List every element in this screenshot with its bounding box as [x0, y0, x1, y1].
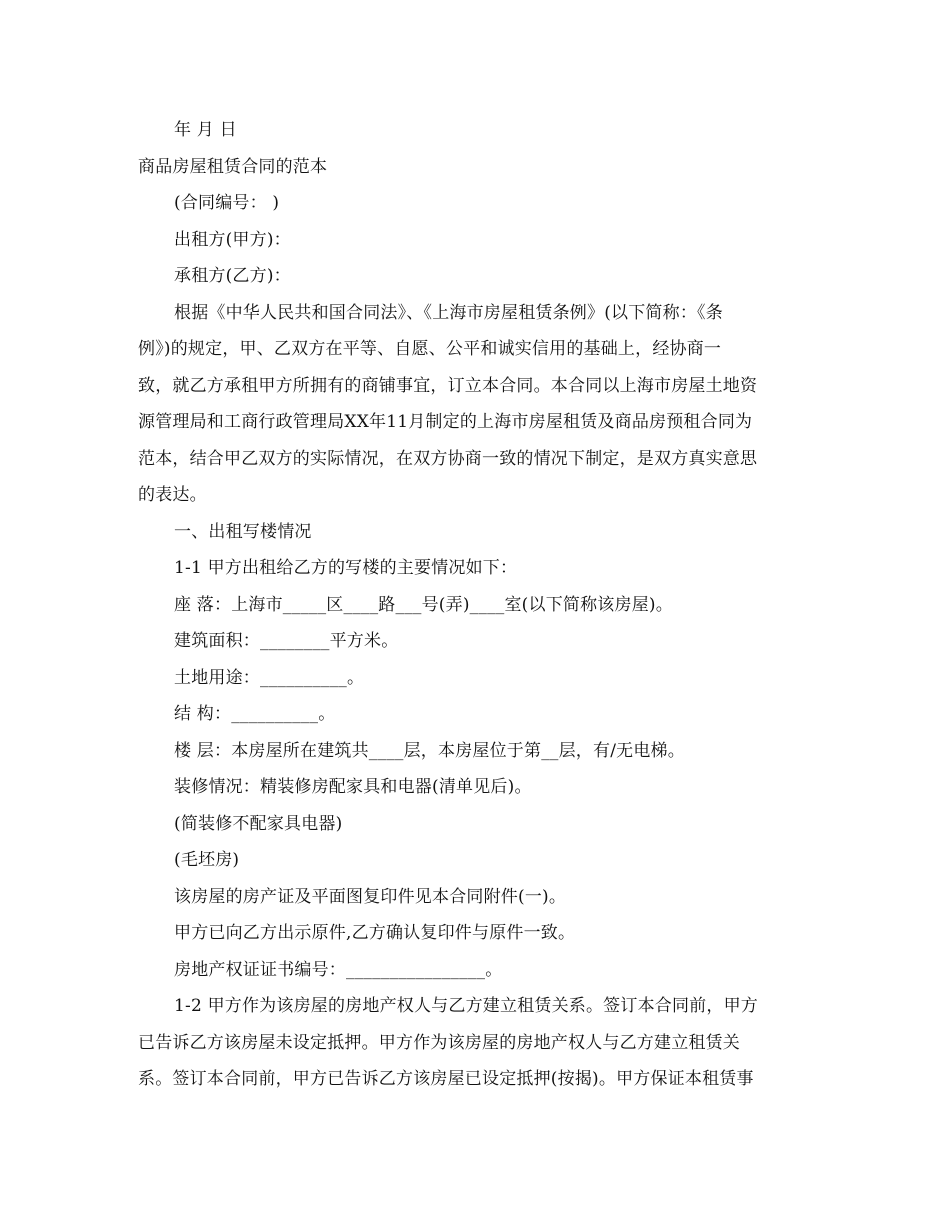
- certificate-number-field: 房地产权证证书编号：________________。: [174, 959, 503, 980]
- decoration-option: (毛坯房): [174, 850, 240, 870]
- document-body: [138, 112, 814, 1098]
- decoration-option: (简装修不配家具电器): [174, 813, 343, 834]
- preamble-line: 根据《中华人民共和国合同法》、《上海市房屋租赁条例》(以下简称：《条: [174, 302, 723, 323]
- lessee-line: 承租方(乙方)：: [174, 266, 291, 286]
- clause-1-2-line: 1-2 甲方作为该房屋的房地产权人与乙方建立租赁关系。签订本合同前，甲方: [174, 996, 758, 1016]
- document-title: 商品房屋租赁合同的范本: [138, 156, 328, 177]
- lessor-line: 出租方(甲方)：: [174, 229, 291, 250]
- preamble-line: 源管理局和工商行政管理局XX年11月制定的上海市房屋租赁及商品房预租合同为: [138, 412, 753, 432]
- attachment-note: 该房屋的房产证及平面图复印件见本合同附件(一)。: [174, 886, 567, 907]
- date-line: 年 月 日: [174, 120, 237, 140]
- preamble-line: 的表达。: [138, 485, 207, 505]
- clause-1-2-line: 系。签订本合同前，甲方已告诉乙方该房屋已设定抵押(按揭)。甲方保证本租赁事: [138, 1069, 754, 1089]
- contract-number: (合同编号： ): [174, 193, 280, 213]
- decoration-field: 装修情况：精装修房配家具和电器(清单见后)。: [174, 777, 532, 797]
- preamble-line: 例》)的规定，甲、乙双方在平等、自愿、公平和诚实信用的基础上，经协商一: [138, 339, 722, 359]
- preamble-line: 范本，结合甲乙双方的实际情况，在双方协商一致的情况下制定，是双方真实意思: [138, 448, 758, 469]
- floor-field: 楼 层：本房屋所在建筑共____层，本房屋位于第__层，有/无电梯。: [174, 740, 685, 761]
- original-shown-note: 甲方已向乙方出示原件,乙方确认复印件与原件一致。: [174, 923, 576, 943]
- area-field: 建筑面积：________平方米。: [174, 631, 399, 651]
- clause-1-2-paragraph: [138, 988, 814, 1098]
- location-field: 座 落：上海市_____区____路___号(弄)____室(以下简称该房屋)。: [174, 594, 673, 615]
- clause-1-1: 1-1 甲方出租给乙方的写楼的主要情况如下：: [174, 558, 518, 578]
- section-heading: 一、出租写楼情况: [174, 521, 312, 542]
- preamble-line: 致，就乙方承租甲方所拥有的商铺事宜，订立本合同。本合同以上海市房屋土地资: [138, 375, 758, 396]
- structure-field: 结 构：__________。: [174, 704, 336, 724]
- clause-1-2-line: 已告诉乙方该房屋未设定抵押。甲方作为该房屋的房地产权人与乙方建立租赁关: [138, 1032, 740, 1053]
- land-use-field: 土地用途：__________。: [174, 667, 365, 688]
- preamble-paragraph: [138, 295, 814, 514]
